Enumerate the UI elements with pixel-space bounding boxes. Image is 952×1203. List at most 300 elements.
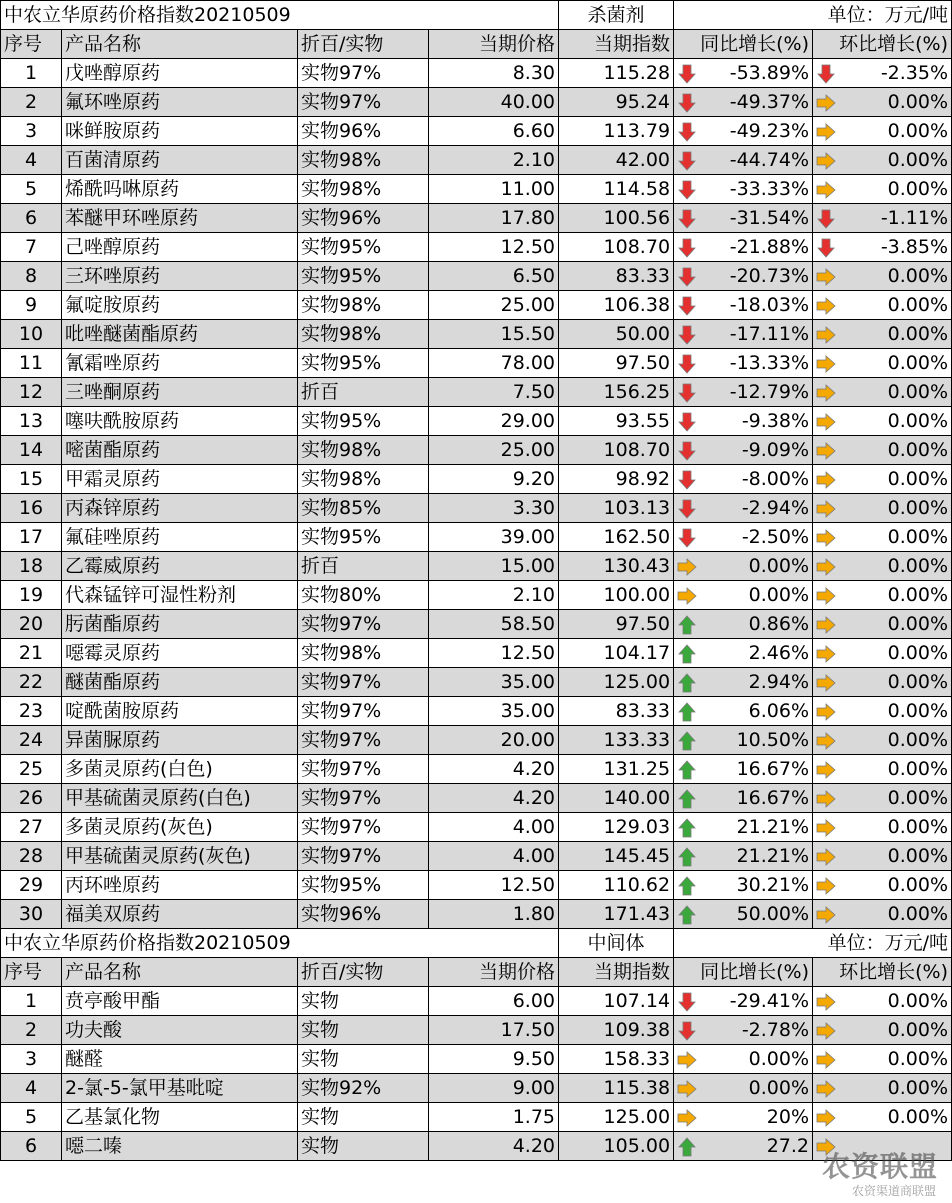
- arrow-up-icon: [677, 847, 697, 867]
- yoy-change: [674, 987, 813, 1016]
- row-number: 2: [1, 1016, 62, 1045]
- product-spec: 实物97%: [298, 813, 429, 842]
- arrow-right-icon: [816, 412, 836, 432]
- table-row: [1, 1045, 952, 1074]
- current-index: 98.92: [559, 465, 674, 494]
- row-number: 23: [1, 697, 62, 726]
- current-price: 12.50: [429, 639, 559, 668]
- arrow-right-icon: [816, 557, 836, 577]
- mom-value: 0.00%: [887, 874, 949, 896]
- mom-value: 0.00%: [887, 555, 949, 577]
- arrow-right-icon: [816, 499, 836, 519]
- current-price: 1.80: [429, 900, 559, 929]
- mom-value: 0.00%: [887, 468, 949, 490]
- mom-change: [813, 262, 952, 291]
- row-number: 28: [1, 842, 62, 871]
- current-index: 105.00: [559, 1132, 674, 1161]
- product-name: 异菌脲原药: [62, 726, 298, 755]
- current-price: 25.00: [429, 291, 559, 320]
- mom-change: [813, 1132, 952, 1161]
- yoy-value: -9.09%: [741, 439, 810, 461]
- column-header: 同比增长(%): [674, 30, 813, 59]
- yoy-change: [674, 726, 813, 755]
- row-number: 25: [1, 755, 62, 784]
- yoy-change: [674, 1016, 813, 1045]
- mom-change: [813, 1016, 952, 1045]
- category-label: 杀菌剂: [559, 1, 674, 30]
- column-header: 环比增长(%): [813, 958, 952, 987]
- yoy-change: [674, 146, 813, 175]
- product-name: 戊唑醇原药: [62, 59, 298, 88]
- row-number: 4: [1, 146, 62, 175]
- mom-change: [813, 726, 952, 755]
- product-name: 醚醛: [62, 1045, 298, 1074]
- current-price: 11.00: [429, 175, 559, 204]
- watermark-brand: 农资联盟: [821, 1150, 938, 1183]
- arrow-down-icon: [677, 528, 697, 548]
- product-name: 氟环唑原药: [62, 88, 298, 117]
- current-price: 35.00: [429, 668, 559, 697]
- yoy-change: [674, 407, 813, 436]
- current-price: 6.00: [429, 987, 559, 1016]
- table-row: [1, 1016, 952, 1045]
- current-index: 83.33: [559, 262, 674, 291]
- arrow-down-icon: [677, 209, 697, 229]
- current-price: 17.80: [429, 204, 559, 233]
- current-index: 162.50: [559, 523, 674, 552]
- mom-change: [813, 146, 952, 175]
- mom-value: 0.00%: [887, 729, 949, 751]
- product-name: 吡唑醚菌酯原药: [62, 320, 298, 349]
- current-price: 9.00: [429, 1074, 559, 1103]
- current-index: 97.50: [559, 349, 674, 378]
- mom-change: [813, 349, 952, 378]
- product-spec: 实物98%: [298, 146, 429, 175]
- product-name: 苯醚甲环唑原药: [62, 204, 298, 233]
- row-number: 29: [1, 871, 62, 900]
- product-spec: 实物97%: [298, 88, 429, 117]
- arrow-right-icon: [677, 1050, 697, 1070]
- row-number: 2: [1, 88, 62, 117]
- yoy-value: -49.37%: [729, 91, 810, 113]
- yoy-change: [674, 523, 813, 552]
- mom-value: -2.35%: [880, 62, 949, 84]
- product-name: 乙基氯化物: [62, 1103, 298, 1132]
- product-name: 丙森锌原药: [62, 494, 298, 523]
- product-spec: 实物98%: [298, 175, 429, 204]
- yoy-value: 0.00%: [748, 584, 810, 606]
- current-price: 6.60: [429, 117, 559, 146]
- product-spec: 实物95%: [298, 233, 429, 262]
- current-index: 145.45: [559, 842, 674, 871]
- arrow-right-icon: [816, 93, 836, 113]
- arrow-up-icon: [677, 702, 697, 722]
- current-index: 107.14: [559, 987, 674, 1016]
- current-index: 50.00: [559, 320, 674, 349]
- arrow-right-icon: [816, 615, 836, 635]
- yoy-value: 2.94%: [748, 671, 810, 693]
- table-row: [1, 465, 952, 494]
- row-number: 14: [1, 436, 62, 465]
- current-price: 9.20: [429, 465, 559, 494]
- row-number: 6: [1, 1132, 62, 1161]
- current-price: 15.00: [429, 552, 559, 581]
- product-spec: 实物: [298, 1016, 429, 1045]
- arrow-right-icon: [816, 1137, 836, 1157]
- column-header: 当期指数: [559, 30, 674, 59]
- yoy-value: 2.46%: [748, 642, 810, 664]
- arrow-down-icon: [816, 238, 836, 258]
- yoy-value: 10.50%: [736, 729, 810, 751]
- mom-change: [813, 523, 952, 552]
- mom-change: [813, 987, 952, 1016]
- yoy-value: 6.06%: [748, 700, 810, 722]
- product-spec: 实物97%: [298, 726, 429, 755]
- row-number: 5: [1, 175, 62, 204]
- current-price: 12.50: [429, 871, 559, 900]
- mom-change: [813, 378, 952, 407]
- arrow-down-icon: [677, 296, 697, 316]
- table-row: [1, 871, 952, 900]
- product-spec: 折百: [298, 378, 429, 407]
- yoy-value: -44.74%: [729, 149, 810, 171]
- mom-change: [813, 552, 952, 581]
- yoy-change: [674, 291, 813, 320]
- arrow-down-icon: [677, 383, 697, 403]
- yoy-change: [674, 349, 813, 378]
- product-spec: 实物98%: [298, 465, 429, 494]
- yoy-value: -13.33%: [729, 352, 810, 374]
- column-header: 同比增长(%): [674, 958, 813, 987]
- current-price: 29.00: [429, 407, 559, 436]
- arrow-right-icon: [816, 702, 836, 722]
- column-header: 当期价格: [429, 30, 559, 59]
- arrow-down-icon: [677, 412, 697, 432]
- mom-value: 0.00%: [887, 1019, 949, 1041]
- yoy-change: [674, 59, 813, 88]
- table-row: [1, 59, 952, 88]
- yoy-value: 50.00%: [736, 903, 810, 925]
- product-name: 三环唑原药: [62, 262, 298, 291]
- yoy-value: 21.21%: [736, 816, 810, 838]
- table-title-row: [1, 1, 952, 30]
- yoy-value: 16.67%: [736, 758, 810, 780]
- mom-value: 0.00%: [887, 120, 949, 142]
- row-number: 18: [1, 552, 62, 581]
- row-number: 27: [1, 813, 62, 842]
- mom-change: [813, 175, 952, 204]
- yoy-value: -2.50%: [741, 526, 810, 548]
- mom-change: [813, 436, 952, 465]
- table-row: [1, 262, 952, 291]
- yoy-change: [674, 784, 813, 813]
- current-price: 2.10: [429, 581, 559, 610]
- table-row: [1, 436, 952, 465]
- yoy-value: -33.33%: [729, 178, 810, 200]
- mom-value: 0.00%: [887, 381, 949, 403]
- yoy-change: [674, 552, 813, 581]
- product-name: 噻呋酰胺原药: [62, 407, 298, 436]
- arrow-right-icon: [677, 1079, 697, 1099]
- yoy-change: [674, 88, 813, 117]
- mom-change: [813, 407, 952, 436]
- arrow-right-icon: [816, 731, 836, 751]
- yoy-value: -17.11%: [729, 323, 810, 345]
- current-price: 8.30: [429, 59, 559, 88]
- table-row: [1, 668, 952, 697]
- arrow-down-icon: [677, 151, 697, 171]
- row-number: 9: [1, 291, 62, 320]
- arrow-right-icon: [816, 818, 836, 838]
- current-price: 17.50: [429, 1016, 559, 1045]
- yoy-change: [674, 117, 813, 146]
- arrow-right-icon: [816, 1050, 836, 1070]
- product-name: 2-氯-5-氯甲基吡啶: [62, 1074, 298, 1103]
- row-number: 4: [1, 1074, 62, 1103]
- yoy-value: 0.00%: [748, 1077, 810, 1099]
- table-row: [1, 755, 952, 784]
- mom-value: 0.00%: [887, 497, 949, 519]
- current-index: 93.55: [559, 407, 674, 436]
- current-index: 133.33: [559, 726, 674, 755]
- mom-value: 0.00%: [887, 584, 949, 606]
- current-index: 125.00: [559, 668, 674, 697]
- table-row: [1, 117, 952, 146]
- row-number: 11: [1, 349, 62, 378]
- arrow-right-icon: [816, 644, 836, 664]
- table-row: [1, 784, 952, 813]
- product-spec: 实物97%: [298, 755, 429, 784]
- arrow-right-icon: [816, 325, 836, 345]
- product-name: 烯酰吗啉原药: [62, 175, 298, 204]
- yoy-value: -12.79%: [729, 381, 810, 403]
- mom-value: 0.00%: [887, 294, 949, 316]
- product-name: 丙环唑原药: [62, 871, 298, 900]
- table-row: [1, 523, 952, 552]
- current-index: 130.43: [559, 552, 674, 581]
- product-name: 氟啶胺原药: [62, 291, 298, 320]
- current-index: 103.13: [559, 494, 674, 523]
- mom-value: 0.00%: [887, 990, 949, 1012]
- arrow-right-icon: [816, 296, 836, 316]
- row-number: 21: [1, 639, 62, 668]
- current-price: 6.50: [429, 262, 559, 291]
- table-title: 中农立华原药价格指数20210509: [1, 1, 559, 30]
- row-number: 20: [1, 610, 62, 639]
- yoy-value: -49.23%: [729, 120, 810, 142]
- current-price: 4.00: [429, 842, 559, 871]
- table-row: [1, 726, 952, 755]
- arrow-right-icon: [816, 383, 836, 403]
- mom-change: [813, 639, 952, 668]
- column-header: 折百/实物: [298, 30, 429, 59]
- table-row: [1, 378, 952, 407]
- current-index: 97.50: [559, 610, 674, 639]
- yoy-change: [674, 755, 813, 784]
- table-row: [1, 146, 952, 175]
- product-spec: 折百: [298, 552, 429, 581]
- column-header: 序号: [1, 30, 62, 59]
- mom-value: 0.00%: [887, 1106, 949, 1128]
- current-index: 95.24: [559, 88, 674, 117]
- arrow-right-icon: [816, 586, 836, 606]
- mom-change: [813, 755, 952, 784]
- current-price: 1.75: [429, 1103, 559, 1132]
- yoy-change: [674, 262, 813, 291]
- yoy-change: [674, 697, 813, 726]
- current-index: 100.00: [559, 581, 674, 610]
- mom-value: 0.00%: [887, 149, 949, 171]
- mom-change: [813, 117, 952, 146]
- yoy-change: [674, 465, 813, 494]
- row-number: 1: [1, 59, 62, 88]
- row-number: 1: [1, 987, 62, 1016]
- arrow-right-icon: [816, 267, 836, 287]
- yoy-value: -20.73%: [729, 265, 810, 287]
- current-price: 12.50: [429, 233, 559, 262]
- product-spec: 实物95%: [298, 871, 429, 900]
- column-header: 序号: [1, 958, 62, 987]
- current-index: 158.33: [559, 1045, 674, 1074]
- column-header: 当期价格: [429, 958, 559, 987]
- yoy-value: -9.38%: [741, 410, 810, 432]
- mom-value: 0.00%: [887, 845, 949, 867]
- yoy-value: 0.00%: [748, 1048, 810, 1070]
- yoy-value: -53.89%: [729, 62, 810, 84]
- arrow-down-icon: [677, 354, 697, 374]
- current-index: 108.70: [559, 233, 674, 262]
- product-spec: 实物95%: [298, 523, 429, 552]
- current-price: 40.00: [429, 88, 559, 117]
- yoy-value: -18.03%: [729, 294, 810, 316]
- arrow-right-icon: [816, 528, 836, 548]
- current-price: 25.00: [429, 436, 559, 465]
- arrow-down-icon: [677, 238, 697, 258]
- mom-value: -1.11%: [880, 207, 949, 229]
- mom-value: 0.00%: [887, 1048, 949, 1070]
- table-row: [1, 1132, 952, 1161]
- yoy-value: -2.78%: [741, 1019, 810, 1041]
- yoy-value: 16.67%: [736, 787, 810, 809]
- product-name: 多菌灵原药(白色): [62, 755, 298, 784]
- column-header: 环比增长(%): [813, 30, 952, 59]
- mom-change: [813, 291, 952, 320]
- product-spec: 实物97%: [298, 697, 429, 726]
- product-name: 醚菌酯原药: [62, 668, 298, 697]
- arrow-up-icon: [677, 876, 697, 896]
- table-row: [1, 291, 952, 320]
- table-row: [1, 639, 952, 668]
- product-name: 噁二嗪: [62, 1132, 298, 1161]
- table-row: [1, 552, 952, 581]
- row-number: 7: [1, 233, 62, 262]
- product-name: 啶酰菌胺原药: [62, 697, 298, 726]
- product-spec: 实物95%: [298, 349, 429, 378]
- table-row: [1, 407, 952, 436]
- yoy-change: [674, 842, 813, 871]
- yoy-value: -31.54%: [729, 207, 810, 229]
- product-name: 己唑醇原药: [62, 233, 298, 262]
- table-row: [1, 1074, 952, 1103]
- table-title-row: [1, 929, 952, 958]
- yoy-change: [674, 581, 813, 610]
- product-spec: 实物95%: [298, 262, 429, 291]
- arrow-down-icon: [816, 209, 836, 229]
- arrow-right-icon: [677, 1108, 697, 1128]
- row-number: 22: [1, 668, 62, 697]
- yoy-value: 30.21%: [736, 874, 810, 896]
- mom-value: 0.00%: [887, 178, 949, 200]
- arrow-down-icon: [677, 325, 697, 345]
- arrow-right-icon: [816, 180, 836, 200]
- yoy-value: 20%: [766, 1106, 810, 1128]
- product-spec: 实物92%: [298, 1074, 429, 1103]
- current-price: 20.00: [429, 726, 559, 755]
- arrow-right-icon: [816, 470, 836, 490]
- mom-change: [813, 494, 952, 523]
- mom-value: 0.00%: [887, 439, 949, 461]
- table-row: [1, 697, 952, 726]
- yoy-change: [674, 813, 813, 842]
- current-index: 110.62: [559, 871, 674, 900]
- arrow-down-icon: [677, 441, 697, 461]
- mom-value: -3.85%: [880, 236, 949, 258]
- table-row: [1, 233, 952, 262]
- product-spec: 实物98%: [298, 320, 429, 349]
- product-spec: 实物98%: [298, 639, 429, 668]
- product-spec: 实物80%: [298, 581, 429, 610]
- table-row: [1, 320, 952, 349]
- row-number: 12: [1, 378, 62, 407]
- table-title: 中农立华原药价格指数20210509: [1, 929, 559, 958]
- yoy-change: [674, 436, 813, 465]
- table-row: [1, 987, 952, 1016]
- mom-change: [813, 581, 952, 610]
- row-number: 6: [1, 204, 62, 233]
- product-spec: 实物95%: [298, 407, 429, 436]
- mom-change: [813, 668, 952, 697]
- current-price: 2.10: [429, 146, 559, 175]
- mom-change: [813, 88, 952, 117]
- current-index: 104.17: [559, 639, 674, 668]
- table-row: [1, 842, 952, 871]
- mom-value: 0.00%: [887, 526, 949, 548]
- mom-value: 0.00%: [887, 1077, 949, 1099]
- product-name: 甲基硫菌灵原药(白色): [62, 784, 298, 813]
- yoy-change: [674, 1132, 813, 1161]
- arrow-right-icon: [816, 992, 836, 1012]
- mom-value: 0.00%: [887, 410, 949, 432]
- row-number: 5: [1, 1103, 62, 1132]
- row-number: 17: [1, 523, 62, 552]
- yoy-change: [674, 871, 813, 900]
- product-spec: 实物96%: [298, 117, 429, 146]
- current-index: 156.25: [559, 378, 674, 407]
- table-row: [1, 494, 952, 523]
- current-index: 114.58: [559, 175, 674, 204]
- table-row: [1, 1103, 952, 1132]
- current-index: 115.28: [559, 59, 674, 88]
- current-price: 15.50: [429, 320, 559, 349]
- table-row: [1, 900, 952, 929]
- table-header-row: [1, 958, 952, 987]
- arrow-right-icon: [816, 1108, 836, 1128]
- mom-change: [813, 842, 952, 871]
- product-name: 甲基硫菌灵原药(灰色): [62, 842, 298, 871]
- arrow-right-icon: [816, 876, 836, 896]
- column-header: 折百/实物: [298, 958, 429, 987]
- current-index: 125.00: [559, 1103, 674, 1132]
